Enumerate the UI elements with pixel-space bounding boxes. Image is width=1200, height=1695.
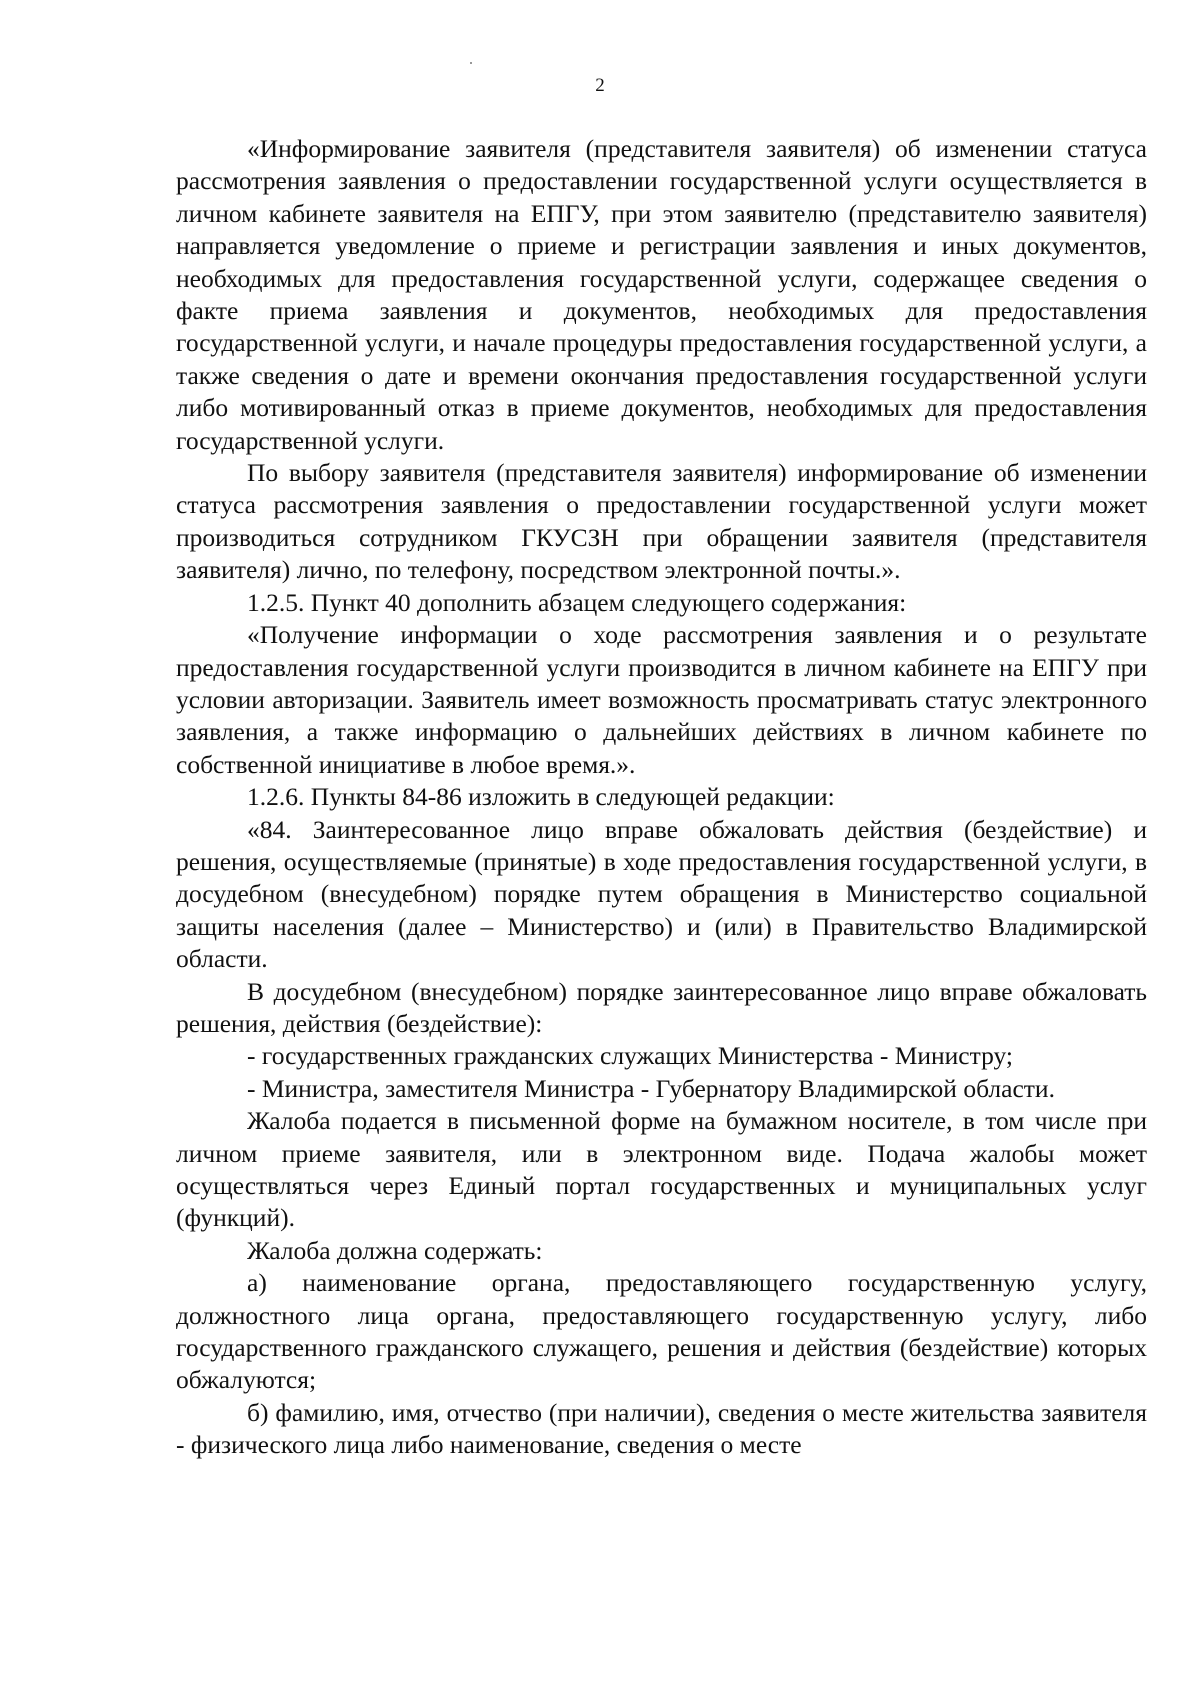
- scan-speck: [470, 62, 472, 64]
- list-item-civil-servants: - государственных гражданских служащих Министерства - Министру;: [247, 1041, 1013, 1071]
- paragraph-informing: «Информирование заявителя (представителя заявителя) об изменении статуса рассмотрения заявления о предоставлении государственной услуги осуществляется в личном кабинете заявителя на ЕПГУ, при этом заявителю (представителю заявителя) направляется уведомление о приеме и регистрации заявления и иных документов, необходимых для предоставления государственной услуги, содержащее сведения о факте приема заявления и документов, необходимых для предоставления государственной услуги, и начале процедуры предоставления государственной услуги, а также сведения о дате и времени окончания предоставления государственной услуги либо мотивированный отказ в приеме документов, необходимых для предоставления государственной услуги.: [176, 134, 1147, 455]
- list-item-b: б) фамилию, имя, отчество (при наличии), сведения о месте жительства заявителя - физического лица либо наименование, сведения о месте: [176, 1397, 1147, 1460]
- page-number: 2: [595, 75, 605, 96]
- document-body: [176, 133, 1147, 1462]
- paragraph-receiving-info: «Получение информации о ходе рассмотрения заявления и о результате предоставления государственной услуги производится в личном кабинете на ЕПГУ при условии авторизации. Заявитель имеет возможность просматривать статус электронного заявления, а также информацию о дальнейших действиях в личном кабинете по собственной инициативе в любое время.».: [176, 620, 1147, 779]
- paragraph-complaint-form: Жалоба подается в письменной форме на бумажном носителе, в том числе при личном приеме заявителя, или в электронном виде. Подача жалобы может осуществляться через Единый портал государственных и муниципальных услуг (функций).: [176, 1106, 1147, 1233]
- paragraph-1-2-6: 1.2.6. Пункты 84-86 изложить в следующей редакции:: [247, 782, 835, 812]
- list-item-minister: - Министра, заместителя Министра - Губернатору Владимирской области.: [247, 1073, 1055, 1103]
- list-item-a: а) наименование органа, предоставляющего государственную услугу, должностного лица органа, предоставляющего государственную услугу, либо государственного гражданского служащего, решения и действия (бездействие) которых обжалуются;: [176, 1268, 1147, 1395]
- paragraph-84: «84. Заинтересованное лицо вправе обжаловать действия (бездействие) и решения, осуществляемые (принятые) в ходе предоставления государственной услуги, в досудебном (внесудебном) порядке путем обращения в Министерство социальной защиты населения (далее – Министерство) и (или) в Правительство Владимирской области.: [176, 814, 1147, 974]
- paragraph-pretrial: В досудебном (внесудебном) порядке заинтересованное лицо вправе обжаловать решения, действия (бездействие):: [176, 976, 1147, 1038]
- paragraph-1-2-5: 1.2.5. Пункт 40 дополнить абзацем следующего содержания:: [247, 587, 907, 617]
- paragraph-choice: По выбору заявителя (представителя заявителя) информирование об изменении статуса рассмотрения заявления о предоставлении государственной услуги может производиться сотрудником ГКУСЗН при обращении заявителя (представителя заявителя) лично, по телефону, посредством электронной почты.».: [176, 458, 1147, 585]
- paragraph-complaint-contents: Жалоба должна содержать:: [247, 1235, 543, 1265]
